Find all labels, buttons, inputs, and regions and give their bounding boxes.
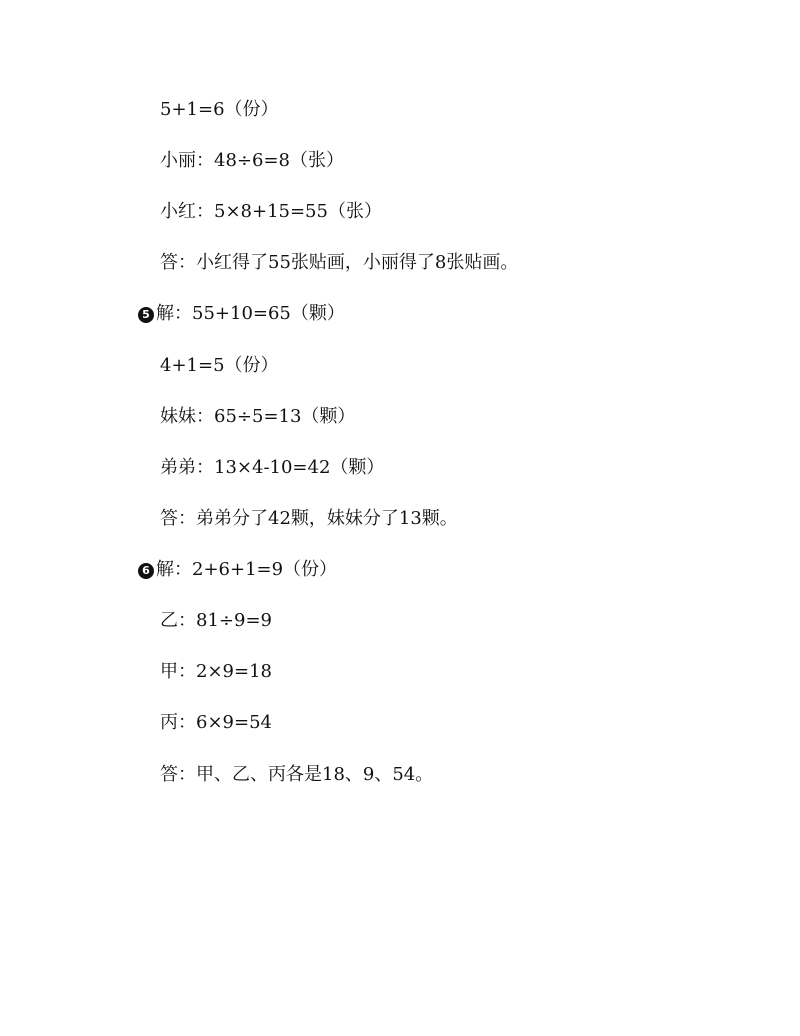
- step-parts-total: [160, 98, 279, 122]
- step-yi: [160, 609, 272, 633]
- step-xiaoli: [160, 149, 344, 173]
- line-text: 乙：81÷9=9: [160, 610, 272, 631]
- line-text: 5+1=6（份）: [160, 99, 279, 120]
- step-bing: [160, 711, 272, 735]
- answer-line: [160, 763, 433, 787]
- step-meimei: [160, 405, 355, 429]
- line-text: 小红：5×8+15=55（张）: [160, 201, 382, 222]
- question-number-6-badge: 6: [138, 563, 154, 579]
- answer-line: [160, 251, 518, 275]
- step-jia: [160, 660, 272, 684]
- question-number-5-badge: 5: [138, 307, 154, 323]
- line-text: 答：甲、乙、丙各是18、9、54。: [160, 764, 434, 785]
- line-text: 弟弟：13×4-10=42（颗）: [160, 457, 385, 478]
- step-didi: [160, 456, 384, 480]
- line-text: 丙：6×9=54: [160, 712, 272, 733]
- step-xiaohong: [160, 200, 382, 224]
- line-text: 甲：2×9=18: [160, 661, 272, 682]
- answer-line: [160, 507, 458, 531]
- line-text: 小丽：48÷6=8（张）: [160, 150, 344, 171]
- line-text: 4+1=5（份）: [160, 355, 279, 376]
- line-text: 解：55+10=65（颗）: [156, 303, 345, 324]
- line-text: 答：小红得了55张贴画，小丽得了8张贴画。: [160, 252, 519, 273]
- step-parts-total: [160, 354, 279, 378]
- line-text: 妹妹：65÷5=13（颗）: [160, 406, 356, 427]
- line-text: 解：2+6+1=9（份）: [156, 559, 338, 580]
- solution-heading-6: [138, 558, 337, 582]
- line-text: 答：弟弟分了42颗，妹妹分了13颗。: [160, 508, 458, 529]
- solution-heading-5: [138, 302, 345, 326]
